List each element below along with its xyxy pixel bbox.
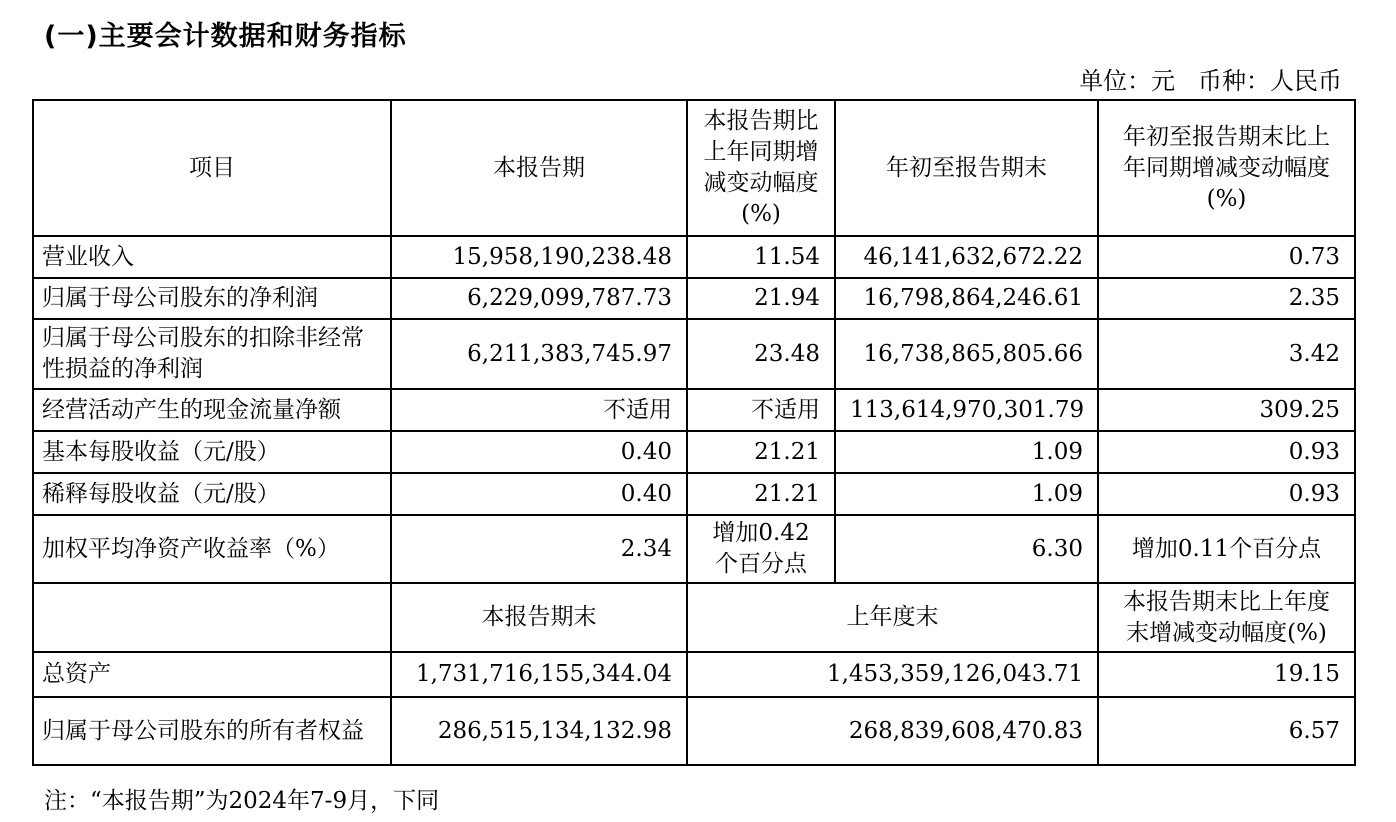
current-change-value: 23.48 [687,319,835,389]
table-row [33,473,1355,515]
ytd-value: 16,738,865,805.66 [835,319,1098,389]
ytd-value: 1.09 [835,473,1098,515]
table-row [33,278,1355,319]
ytd-value: 1.09 [835,431,1098,473]
last-year-end-value: 268,839,608,470.83 [687,697,1098,765]
period-end-change-value: 19.15 [1098,652,1355,697]
ytd-change-value: 增加0.11个百分点 [1098,515,1355,583]
ytd-change-value: 2.35 [1098,278,1355,319]
table-row [33,652,1355,697]
financial-data-table [32,99,1356,766]
current-value: 0.40 [391,431,687,473]
current-change-value: 增加0.42个百分点 [687,515,835,583]
table-row [33,431,1355,473]
section-heading: (一)主要会计数据和财务指标 [44,21,407,52]
row-label: 加权平均净资产收益率（%） [33,515,391,583]
ytd-change-value: 3.42 [1098,319,1355,389]
row-label: 基本每股收益（元/股） [33,431,391,473]
row-label: 经营活动产生的现金流量净额 [33,389,391,431]
table-subheader-row [33,583,1355,652]
header-current-period: 本报告期 [391,100,687,236]
ytd-change-value: 309.25 [1098,389,1355,431]
current-change-value: 不适用 [687,389,835,431]
row-label: 营业收入 [33,236,391,278]
header-current-change: 本报告期比上年同期增减变动幅度(%) [687,100,835,236]
ytd-value: 113,614,970,301.79 [835,389,1098,431]
row-label: 稀释每股收益（元/股） [33,473,391,515]
header-ytd: 年初至报告期末 [835,100,1098,236]
row-label: 归属于母公司股东的扣除非经常性损益的净利润 [33,319,391,389]
footnote: 注：“本报告期”为2024年7-9月，下同 [44,788,440,814]
table-row [33,697,1355,765]
current-change-value: 11.54 [687,236,835,278]
current-value: 2.34 [391,515,687,583]
ytd-value: 46,141,632,672.22 [835,236,1098,278]
current-value: 6,211,383,745.97 [391,319,687,389]
table-row [33,319,1355,389]
header-period-end: 本报告期末 [391,583,687,652]
table-row [33,389,1355,431]
header-last-year-end: 上年度末 [687,583,1098,652]
ytd-change-value: 0.93 [1098,431,1355,473]
current-value: 6,229,099,787.73 [391,278,687,319]
row-label: 归属于母公司股东的所有者权益 [33,697,391,765]
period-end-value: 286,515,134,132.98 [391,697,687,765]
header-ytd-change: 年初至报告期末比上年同期增减变动幅度(%) [1098,100,1355,236]
row-label: 总资产 [33,652,391,697]
table-header-row [33,100,1355,236]
current-value: 0.40 [391,473,687,515]
period-end-change-value: 6.57 [1098,697,1355,765]
last-year-end-value: 1,453,359,126,043.71 [687,652,1098,697]
ytd-change-value: 0.73 [1098,236,1355,278]
row-label: 归属于母公司股东的净利润 [33,278,391,319]
period-end-value: 1,731,716,155,344.04 [391,652,687,697]
table-row [33,515,1355,583]
header-item: 项目 [33,100,391,236]
current-value: 15,958,190,238.48 [391,236,687,278]
subheader-item [33,583,391,652]
table-row [33,236,1355,278]
current-change-value: 21.94 [687,278,835,319]
ytd-value: 6.30 [835,515,1098,583]
current-value: 不适用 [391,389,687,431]
header-period-end-change: 本报告期末比上年度末增减变动幅度(%) [1098,583,1355,652]
ytd-change-value: 0.93 [1098,473,1355,515]
current-change-value: 21.21 [687,431,835,473]
unit-currency-line: 单位：元 币种：人民币 [1079,67,1342,95]
ytd-value: 16,798,864,246.61 [835,278,1098,319]
current-change-value: 21.21 [687,473,835,515]
